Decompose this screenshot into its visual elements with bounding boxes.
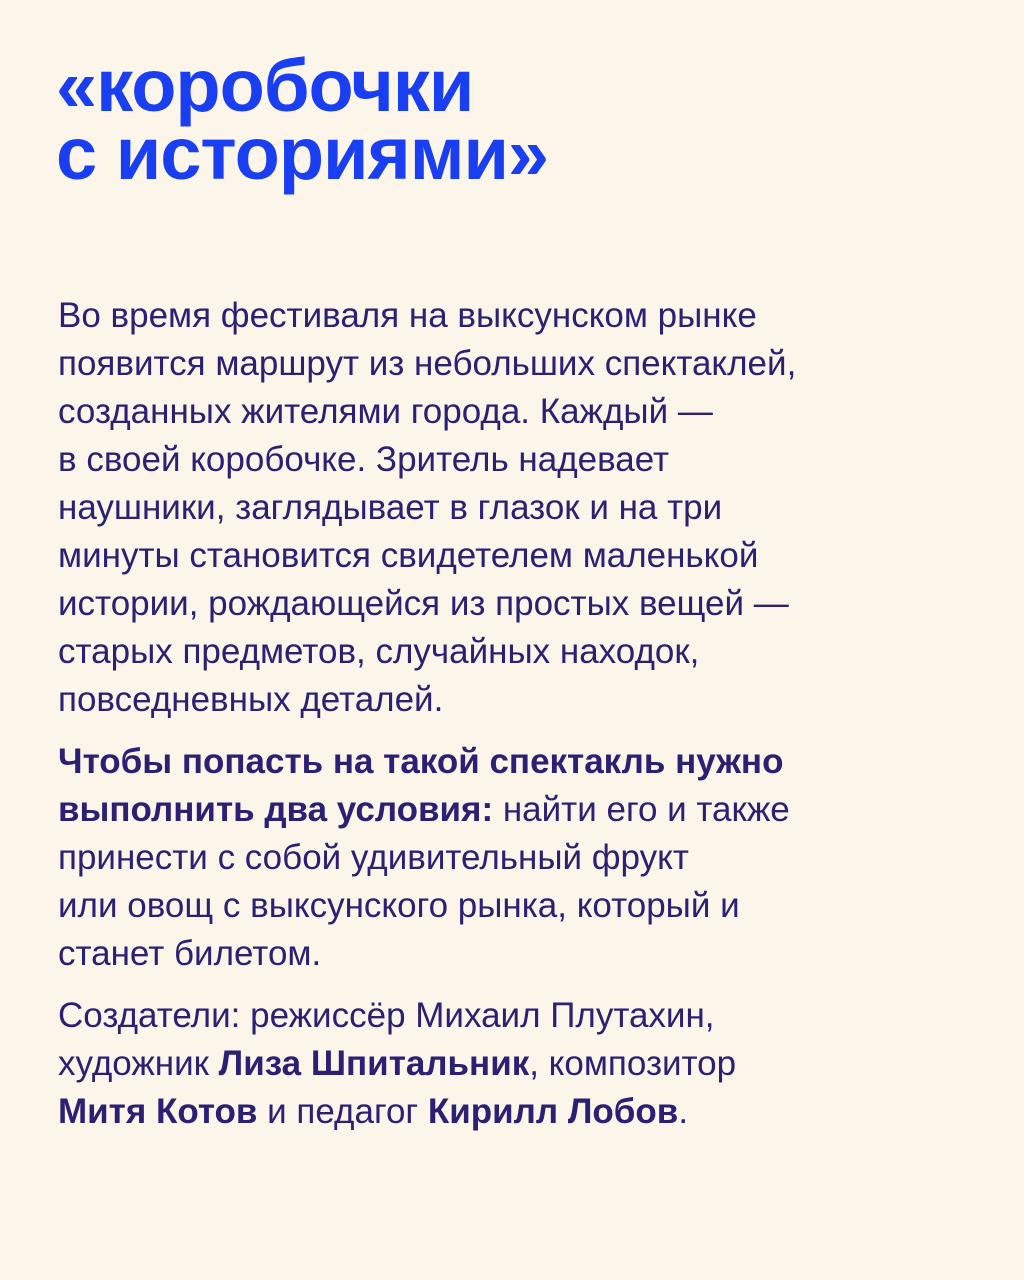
- credits-text: художник: [58, 1044, 219, 1083]
- credits-line: [58, 1088, 978, 1136]
- teacher-name: Кирилл Лобов: [427, 1092, 679, 1131]
- conditions-line: станет билетом.: [58, 934, 322, 973]
- conditions-bold: Чтобы попасть на такой спектакль нужно: [58, 742, 784, 781]
- credits-line: [58, 1040, 978, 1088]
- description-line: минуты становится свидетелем маленькой: [58, 536, 759, 575]
- page-title: [56, 44, 976, 195]
- description-paragraph: [58, 292, 978, 724]
- description-line: Во время фестиваля на выксунском рынке: [58, 296, 757, 335]
- credits-text: и педагог: [257, 1092, 428, 1131]
- conditions-line: или овощ с выксунского рынка, который и: [58, 886, 740, 925]
- conditions-paragraph: [58, 738, 978, 978]
- conditions-bold: выполнить два условия:: [58, 790, 494, 829]
- credits-text: .: [678, 1092, 689, 1131]
- title-line-1: «коробочки: [56, 44, 474, 127]
- description-line: повседневных деталей.: [58, 680, 444, 719]
- credits-paragraph: [58, 992, 978, 1136]
- conditions-line: [58, 738, 978, 786]
- conditions-line: принести с собой удивительный фрукт: [58, 838, 689, 877]
- description-line: появится маршрут из небольших спектаклей,: [58, 344, 797, 383]
- body-text: [58, 292, 978, 1136]
- description-line: созданных жителями города. Каждый —: [58, 392, 713, 431]
- credits-line: Создатели: режиссёр Михаил Плутахин,: [58, 996, 715, 1035]
- description-line: истории, рождающейся из простых вещей —: [58, 584, 789, 623]
- description-line: старых предметов, случайных находок,: [58, 632, 700, 671]
- credits-text: , композитор: [529, 1044, 737, 1083]
- title-line-2: с историями»: [56, 112, 549, 195]
- composer-name: Митя Котов: [58, 1092, 258, 1131]
- description-line: наушники, заглядывает в глазок и на три: [58, 488, 723, 527]
- artist-name: Лиза Шпитальник: [218, 1044, 530, 1083]
- description-line: в своей коробочке. Зритель надевает: [58, 440, 670, 479]
- conditions-line: [58, 786, 978, 834]
- conditions-text: найти его и также: [493, 790, 790, 829]
